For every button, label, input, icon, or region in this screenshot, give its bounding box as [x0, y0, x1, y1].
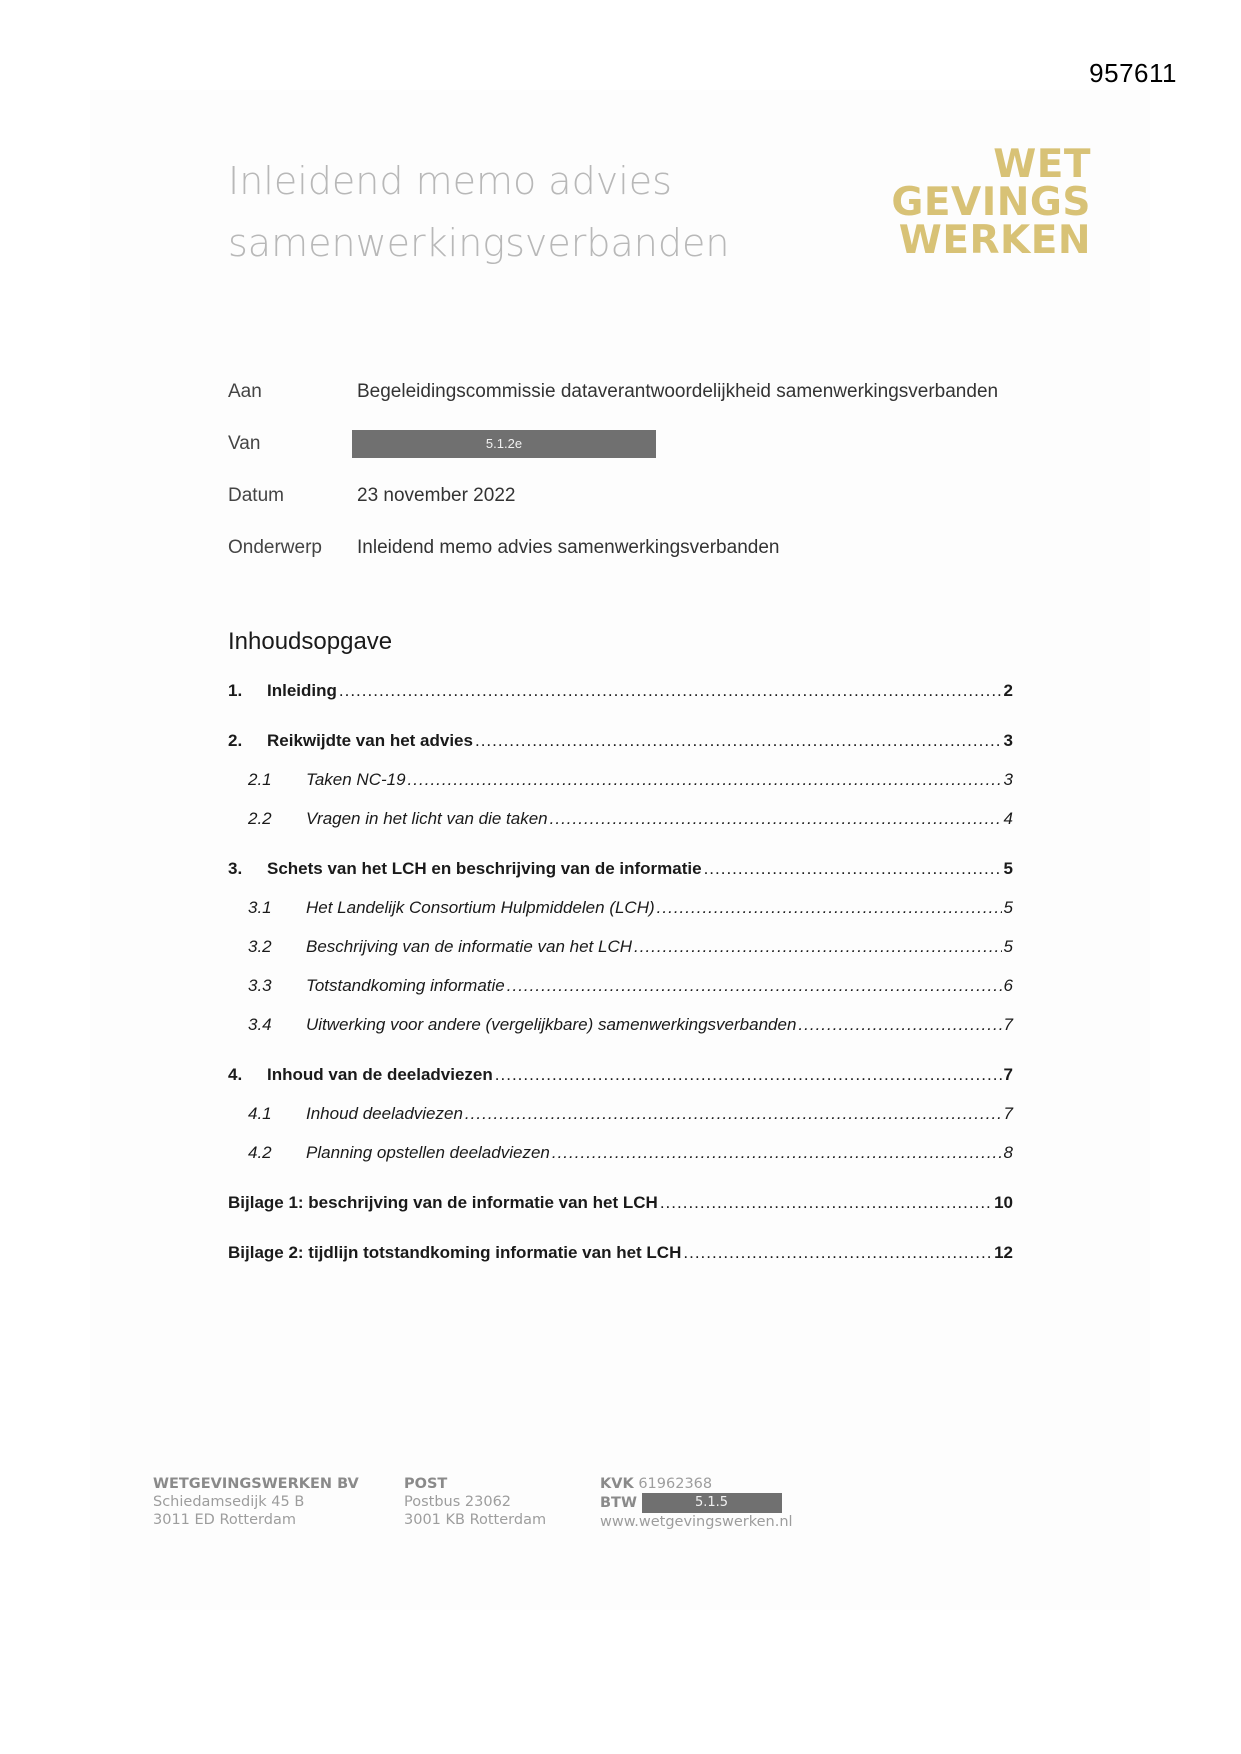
- date-value: 23 november 2022: [357, 485, 516, 506]
- logo-line3: WERKEN: [898, 218, 1091, 263]
- toc-entry-title: Planning opstellen deeladviezen: [306, 1143, 550, 1162]
- toc-leader-dots: [339, 681, 1002, 701]
- toc-entry[interactable]: [228, 770, 1013, 809]
- toc-entry-title: Uitwerking voor andere (vergelijkbare) samenwerkingsverbanden: [306, 1015, 797, 1034]
- toc-entry-page: 2: [1003, 681, 1013, 700]
- toc-entry[interactable]: [228, 809, 1013, 848]
- subject-value: Inleidend memo advies samenwerkingsverbanden: [357, 537, 780, 558]
- toc-entry[interactable]: [228, 898, 1013, 937]
- toc-entry-number: 3.4: [248, 1015, 272, 1034]
- toc-entry[interactable]: [228, 1143, 1013, 1182]
- toc-entry-page: 7: [1003, 1104, 1013, 1123]
- footer-kvk-label: KVK: [600, 1476, 634, 1492]
- toc-entry-title: Totstandkoming informatie: [306, 976, 505, 995]
- toc-entry-page: 8: [1003, 1143, 1013, 1162]
- toc-entry-title: Reikwijdte van het advies: [267, 731, 473, 750]
- toc-entry-appendix-1[interactable]: [228, 1193, 1013, 1232]
- date-row: [228, 470, 998, 522]
- toc-leader-dots: [704, 859, 1002, 879]
- footer-btw-redaction: 5.1.5: [642, 1493, 782, 1513]
- toc-entry-number: 4.: [228, 1065, 243, 1084]
- memo-title: [228, 150, 729, 274]
- footer-btw-label: BTW: [600, 1495, 637, 1511]
- toc-entry-number: 2.: [228, 731, 243, 750]
- toc-entry-title: Het Landelijk Consortium Hulpmiddelen (LCH): [306, 898, 655, 917]
- to-row: [228, 366, 998, 418]
- footer-website[interactable]: www.wetgevingswerken.nl: [600, 1514, 793, 1530]
- to-value: Begeleidingscommissie dataverantwoordelijkheid samenwerkingsverbanden: [357, 381, 999, 402]
- footer-btw: [600, 1493, 793, 1513]
- footer-post-box: Postbus 23062: [404, 1494, 512, 1510]
- logo-line2: GEVINGS: [891, 180, 1091, 225]
- toc-entry-page: 6: [1003, 976, 1013, 995]
- toc-leader-dots: [495, 1065, 1002, 1085]
- footer-kvk: [600, 1475, 793, 1493]
- toc-leader-dots: [507, 976, 1002, 996]
- footer-company: [153, 1475, 359, 1529]
- toc-entry-title: Inhoud van de deeladviezen: [267, 1065, 493, 1084]
- toc-entry[interactable]: [228, 859, 1013, 898]
- toc-heading: Inhoudsopgave: [228, 628, 393, 655]
- toc-entry-page: 5: [1003, 937, 1013, 956]
- toc-entry-title: Inhoud deeladviezen: [306, 1104, 463, 1123]
- document-number: 957611: [1089, 58, 1177, 88]
- toc-entry-number: 3.3: [248, 976, 272, 995]
- toc-entry-number: 2.1: [248, 770, 272, 789]
- date-label: Datum: [228, 485, 284, 506]
- memo-title-line2: samenwerkingsverbanden: [228, 221, 730, 265]
- footer-registration: [600, 1475, 793, 1531]
- memo-header-fields: [228, 366, 998, 574]
- memo-title-line1: Inleidend memo advies: [228, 159, 672, 203]
- toc-entry[interactable]: [228, 1065, 1013, 1104]
- footer-company-city: 3011 ED Rotterdam: [153, 1512, 296, 1528]
- toc-entry-number: 3.1: [248, 898, 272, 917]
- toc-entry-page: 3: [1003, 770, 1013, 789]
- toc-entry-number: 3.2: [248, 937, 272, 956]
- subject-label: Onderwerp: [228, 537, 322, 558]
- toc-entry-page: 5: [1003, 898, 1013, 917]
- toc-leader-dots: [798, 1015, 1001, 1035]
- toc-leader-dots: [634, 937, 1002, 957]
- toc-entry-number: 2.2: [248, 809, 272, 828]
- toc-entry-page: 5: [1003, 859, 1013, 878]
- wetgevingswerken-logo: [891, 142, 1091, 263]
- toc-leader-dots: [552, 1143, 1002, 1163]
- toc-entry-page: 4: [1003, 809, 1013, 828]
- toc-entry-page: 3: [1003, 731, 1013, 750]
- toc-entry[interactable]: [228, 681, 1013, 720]
- logo-line1: WET: [993, 142, 1091, 187]
- toc-entry[interactable]: [228, 937, 1013, 976]
- toc-entry-number: 1.: [228, 681, 243, 700]
- toc-entry[interactable]: [228, 976, 1013, 1015]
- toc-leader-dots: [660, 1193, 992, 1213]
- toc-entry-title: Vragen in het licht van die taken: [306, 809, 548, 828]
- toc-entry-number: 3.: [228, 859, 243, 878]
- toc-entry-number: 4.1: [248, 1104, 272, 1123]
- footer-company-street: Schiedamsedijk 45 B: [153, 1494, 305, 1510]
- toc-entry[interactable]: [228, 731, 1013, 770]
- toc-entry-appendix-2[interactable]: [228, 1243, 1013, 1282]
- toc-entry-title: Bijlage 2: tijdlijn totstandkoming informatie van het LCH: [228, 1243, 682, 1262]
- toc-entry-title: Schets van het LCH en beschrijving van de informatie: [267, 859, 702, 878]
- toc-entry-page: 7: [1003, 1065, 1013, 1084]
- table-of-contents: [228, 681, 1013, 1282]
- toc-entry-page: 12: [994, 1243, 1013, 1262]
- from-label: Van: [228, 433, 261, 454]
- toc-entry-title: Taken NC-19: [306, 770, 406, 789]
- footer-post-label: POST: [404, 1476, 448, 1492]
- toc-entry-title: Beschrijving van de informatie van het LCH: [306, 937, 632, 956]
- toc-entry-page: 7: [1003, 1015, 1013, 1034]
- toc-entry-title: Bijlage 1: beschrijving van de informatie van het LCH: [228, 1193, 658, 1212]
- toc-entry-page: 10: [994, 1193, 1013, 1212]
- footer-post-city: 3001 KB Rotterdam: [404, 1512, 547, 1528]
- subject-row: [228, 522, 998, 574]
- toc-leader-dots: [408, 770, 1002, 790]
- toc-leader-dots: [657, 898, 1002, 918]
- to-label: Aan: [228, 381, 262, 402]
- from-redaction: 5.1.2e: [352, 430, 656, 458]
- toc-leader-dots: [475, 731, 1002, 751]
- toc-leader-dots: [683, 1243, 992, 1263]
- footer-company-name: WETGEVINGSWERKEN BV: [153, 1476, 359, 1492]
- toc-entry-number: 4.2: [248, 1143, 272, 1162]
- footer-kvk-value: 61962368: [638, 1476, 713, 1492]
- toc-leader-dots: [465, 1104, 1002, 1124]
- toc-entry[interactable]: [228, 1015, 1013, 1054]
- footer-post: [404, 1475, 546, 1529]
- toc-entry[interactable]: [228, 1104, 1013, 1143]
- from-row: [228, 418, 998, 470]
- toc-leader-dots: [550, 809, 1002, 829]
- toc-entry-title: Inleiding: [267, 681, 337, 700]
